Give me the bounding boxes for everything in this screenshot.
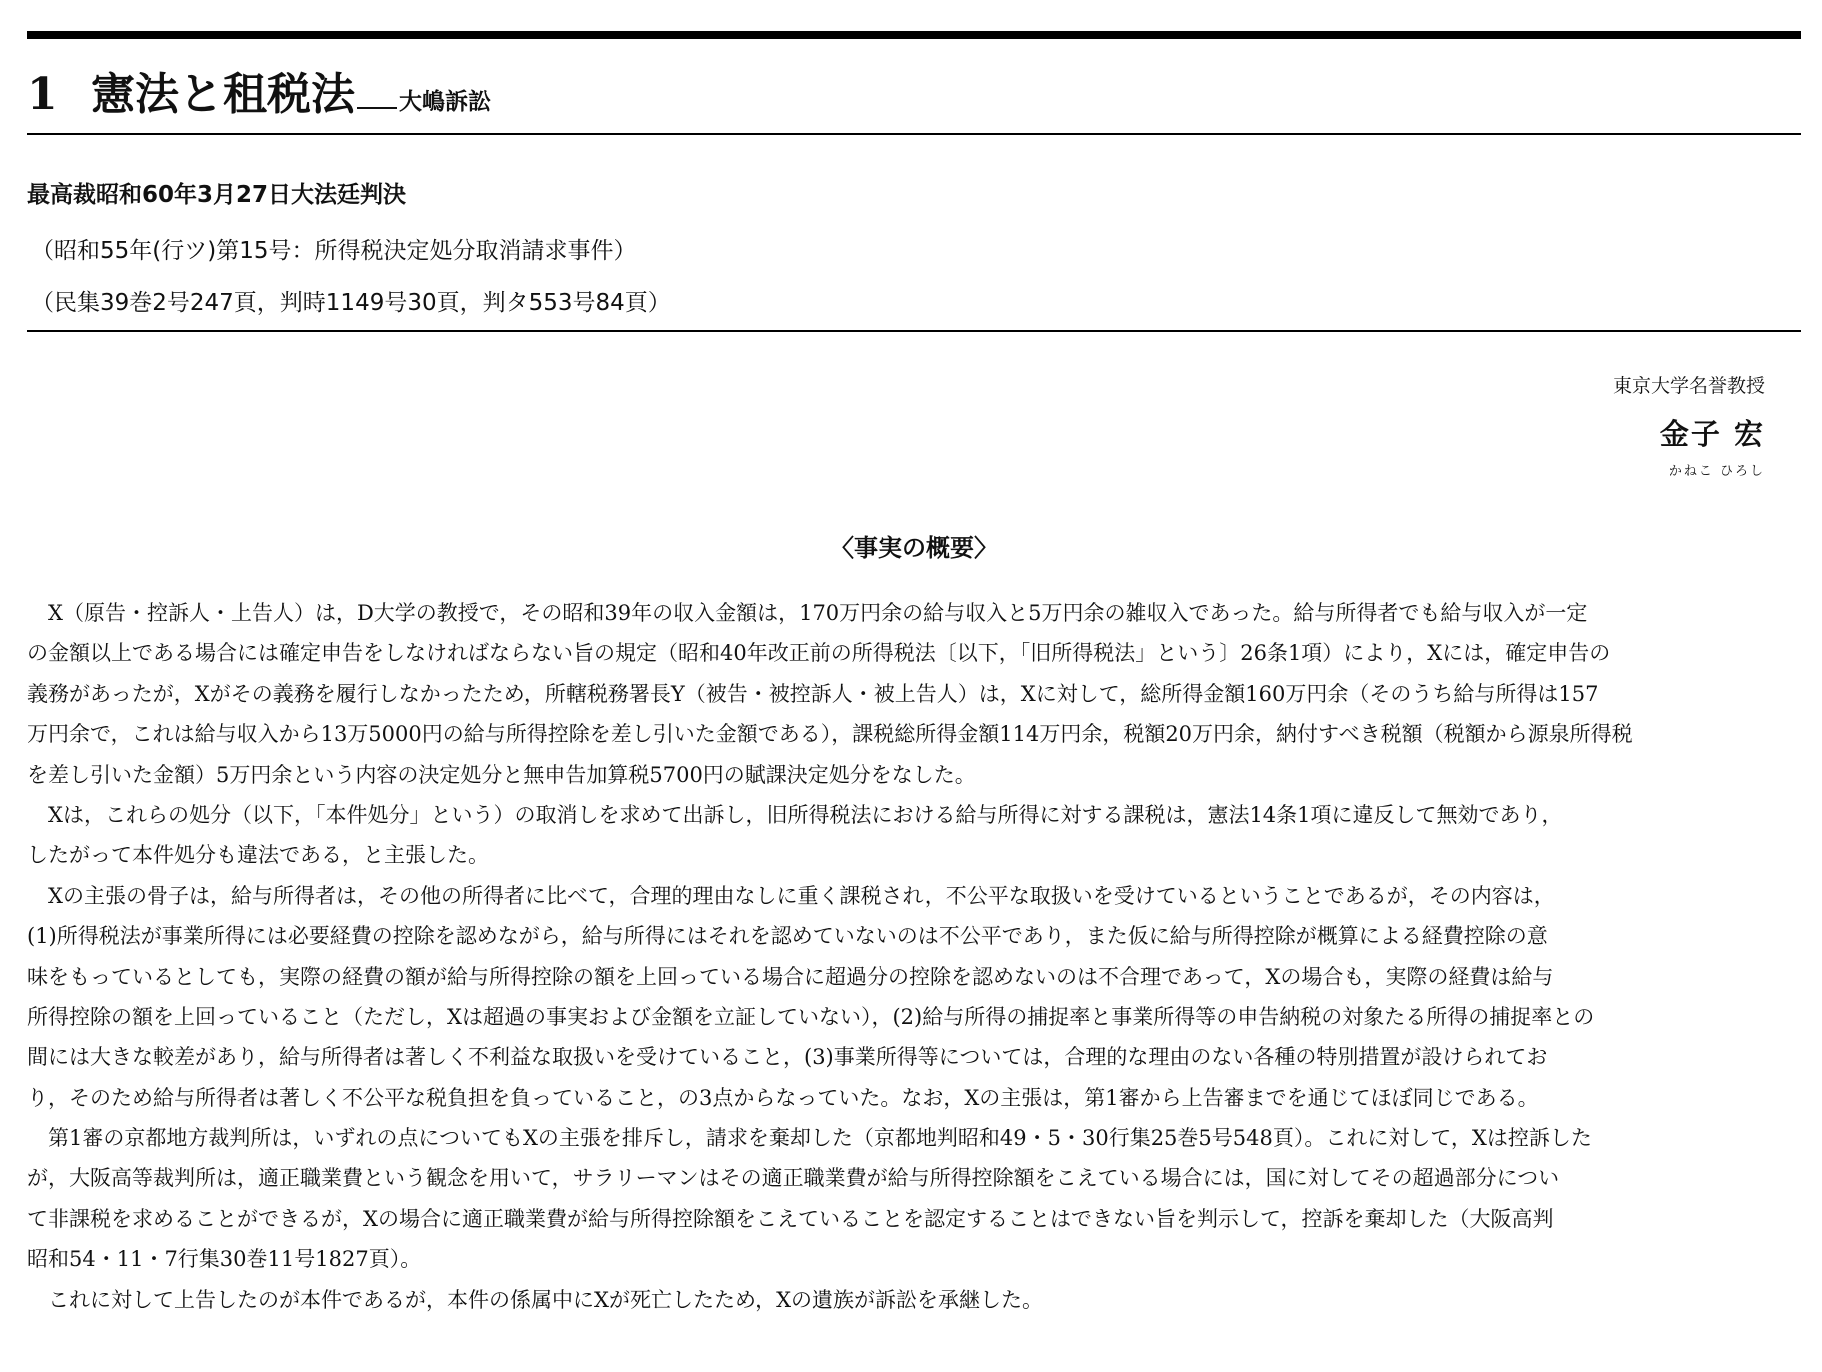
body-line: を差し引いた金額）5万円余という内容の決定処分と無申告加算税5700円の賦課決定処分をなした。 [27, 762, 976, 787]
case-docket: （昭和55年(行ツ)第15号：所得税決定処分取消請求事件） [31, 238, 637, 264]
body-line: (1)所得税法が事業所得には必要経費の控除を認めながら，給与所得にはそれを認めていないのは不公平であり，また仮に給与所得控除が概算による経費控除の意 [27, 924, 1548, 949]
author-name-reading: かねこ ひろし [1668, 464, 1765, 479]
chapter-subtitle: 大嶋訴訟 [399, 88, 491, 115]
body-line: これに対して上告したのが本件であるが，本件の係属中にXが死亡したため，Xの遺族が訴訟を承継した。 [27, 1287, 1044, 1312]
body-line: 味をもっているとしても，実際の経費の額が給与所得控除の額を上回っている場合に超過分の控除を認めないのは不合理であって，Xの場合も，実際の経費は給与 [27, 964, 1554, 989]
chapter-title [27, 58, 491, 118]
body-text [27, 593, 1801, 1320]
body-line: 第1審の京都地方裁判所は，いずれの点についてもXの主張を排斥し，請求を棄却した（京都地判昭和49・5・30行集25巻5号548頁）。これに対して，Xは控訴した [27, 1126, 1592, 1151]
top-rule [27, 31, 1801, 39]
author-block [1613, 372, 1765, 484]
body-line: Xの主張の骨子は，給与所得者は，その他の所得者に比べて，合理的理由なしに重く課税され，不公平な取扱いを受けているということであるが，その内容は， [27, 883, 1555, 908]
chapter-title-main: 憲法と租税法 [91, 69, 355, 120]
case-title: 最高裁昭和60年3月27日大法廷判決 [27, 182, 407, 208]
divider-rule [27, 330, 1801, 332]
body-line: 万円余で，これは給与収入から13万5000円の給与所得控除を差し引いた金額である），課税総所得金額114万円余，税額20万円余，納付すべき税額（税額から源泉所得税 [27, 722, 1633, 747]
body-line: 昭和54・11・7行集30巻11号1827頁）。 [27, 1247, 422, 1272]
title-dash [357, 107, 397, 109]
body-line: 間には大きな較差があり，給与所得者は著しく不利益な取扱いを受けていること，(3)事業所得等については，合理的な理由のない各種の特別措置が設けられてお [27, 1045, 1548, 1070]
body-line: したがって本件処分も違法である，と主張した。 [27, 843, 489, 868]
body-line: X（原告・控訴人・上告人）は，D大学の教授で，その昭和39年の収入金額は，170万円余の給与収入と5万円余の雑収入であった。給与所得者でも給与収入が一定 [27, 601, 1588, 625]
chapter-number: 1 [27, 69, 58, 120]
body-line: が，大阪高等裁判所は，適正職業費という観念を用いて，サラリーマンはその適正職業費が給与所得控除額をこえている場合には，国に対してその超過部分につい [27, 1166, 1560, 1191]
author-name: 金子 宏 [1659, 417, 1765, 451]
body-line: 所得控除の額を上回っていること（ただし，Xは超過の事実および金額を立証していない），(2)給与所得の捕捉率と事業所得等の申告納税の対象たる所得の捕捉率との [27, 1004, 1595, 1029]
body-line: Xは，これらの処分（以下，「本件処分」という）の取消しを求めて出訴し，旧所得税法における給与所得に対する課税は，憲法14条1項に違反して無効であり， [27, 802, 1563, 827]
body-line: り，そのため給与所得者は著しく不公平な税負担を負っていること，の3点からなっていた。なお，Xの主張は，第1審から上告審までを通じてほぼ同じである。 [27, 1085, 1539, 1110]
divider-rule [27, 133, 1801, 135]
body-line: の金額以上である場合には確定申告をしなければならない旨の規定（昭和40年改正前の所得税法〔以下，「旧所得税法」という〕26条1項）により，Xには，確定申告の [27, 641, 1611, 666]
author-affiliation: 東京大学名誉教授 [1612, 375, 1765, 397]
section-heading: 〈事実の概要〉 [830, 533, 998, 562]
case-citations: （民集39巻2号247頁，判時1149号30頁，判タ553号84頁） [31, 290, 671, 316]
body-line: 義務があったが，Xがその義務を履行しなかったため，所轄税務署長Y（被告・被控訴人・被上告人）は，Xに対して，総所得金額160万円余（そのうち給与所得は157 [27, 681, 1599, 706]
document-page [27, 0, 1801, 1372]
body-line: て非課税を求めることができるが，Xの場合に適正職業費が給与所得控除額をこえていることを認定することはできない旨を判示して，控訴を棄却した（大阪高判 [27, 1206, 1554, 1231]
